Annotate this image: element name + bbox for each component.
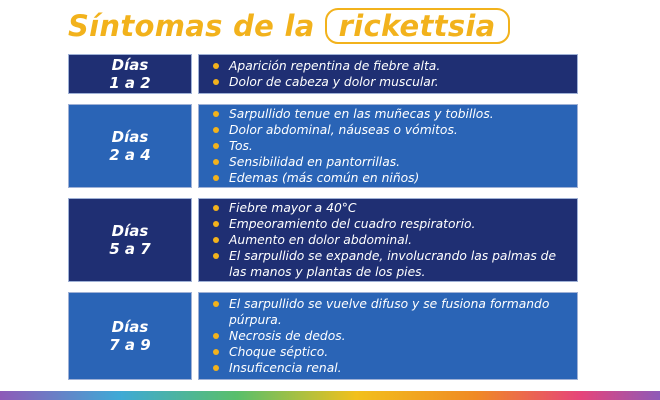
stage-days-label bbox=[68, 198, 192, 282]
stage-row-3 bbox=[68, 198, 578, 282]
stage-days-label bbox=[68, 54, 192, 94]
bullet-dot-icon bbox=[213, 301, 219, 307]
bullet-dot-icon bbox=[213, 63, 219, 69]
bullet-dot-icon bbox=[213, 111, 219, 117]
bullet-dot-icon bbox=[213, 365, 219, 371]
bullet-dot-icon bbox=[213, 159, 219, 165]
symptom-item: Edemas (más común en niños) bbox=[211, 170, 569, 186]
symptom-item: Insuficencia renal. bbox=[211, 360, 569, 376]
stage-days-word: Días bbox=[111, 56, 149, 74]
symptom-item: Choque séptico. bbox=[211, 344, 569, 360]
bullet-dot-icon bbox=[213, 237, 219, 243]
stage-symptoms-list bbox=[198, 292, 578, 380]
symptom-item: Necrosis de dedos. bbox=[211, 328, 569, 344]
symptom-item: Dolor de cabeza y dolor muscular. bbox=[211, 74, 569, 90]
bullet-dot-icon bbox=[213, 221, 219, 227]
stage-days-word: Días bbox=[111, 222, 149, 240]
bullet-dot-icon bbox=[213, 175, 219, 181]
symptom-item: Sensibilidad en pantorrillas. bbox=[211, 154, 569, 170]
stage-days-word: Días bbox=[111, 128, 149, 146]
stage-days-range: 1 a 2 bbox=[109, 74, 151, 92]
bullet-dot-icon bbox=[213, 253, 219, 259]
page-title bbox=[68, 6, 510, 46]
symptom-item: Aumento en dolor abdominal. bbox=[211, 232, 569, 248]
bullet-dot-icon bbox=[213, 127, 219, 133]
bullet-dot-icon bbox=[213, 79, 219, 85]
stage-days-label bbox=[68, 104, 192, 188]
stage-days-range: 5 a 7 bbox=[109, 240, 151, 258]
symptom-item: El sarpullido se expande, involucrando las palmas de las manos y plantas de los pies. bbox=[211, 248, 569, 280]
bullet-dot-icon bbox=[213, 143, 219, 149]
symptom-item: Aparición repentina de fiebre alta. bbox=[211, 58, 569, 74]
stage-row-4 bbox=[68, 292, 578, 380]
symptom-item: Sarpullido tenue en las muñecas y tobillos. bbox=[211, 106, 569, 122]
title-highlight-pill bbox=[325, 8, 510, 44]
title-prefix: Síntomas de la bbox=[68, 9, 315, 43]
stage-symptoms-list bbox=[198, 104, 578, 188]
stage-days-word: Días bbox=[111, 318, 149, 336]
stage-days-range: 2 a 4 bbox=[109, 146, 151, 164]
rainbow-footer-stripe bbox=[0, 391, 660, 400]
stage-row-2 bbox=[68, 104, 578, 188]
title-highlight: rickettsia bbox=[338, 9, 496, 43]
symptom-item: Empeoramiento del cuadro respiratorio. bbox=[211, 216, 569, 232]
stage-symptoms-list bbox=[198, 54, 578, 94]
bullet-dot-icon bbox=[213, 333, 219, 339]
symptom-item: El sarpullido se vuelve difuso y se fusiona formando púrpura. bbox=[211, 296, 569, 328]
stage-row-1 bbox=[68, 54, 578, 94]
bullet-dot-icon bbox=[213, 349, 219, 355]
symptom-item: Tos. bbox=[211, 138, 569, 154]
stage-symptoms-list bbox=[198, 198, 578, 282]
symptom-item: Fiebre mayor a 40°C bbox=[211, 200, 569, 216]
symptom-item: Dolor abdominal, náuseas o vómitos. bbox=[211, 122, 569, 138]
stage-days-label bbox=[68, 292, 192, 380]
bullet-dot-icon bbox=[213, 205, 219, 211]
stage-days-range: 7 a 9 bbox=[109, 336, 151, 354]
